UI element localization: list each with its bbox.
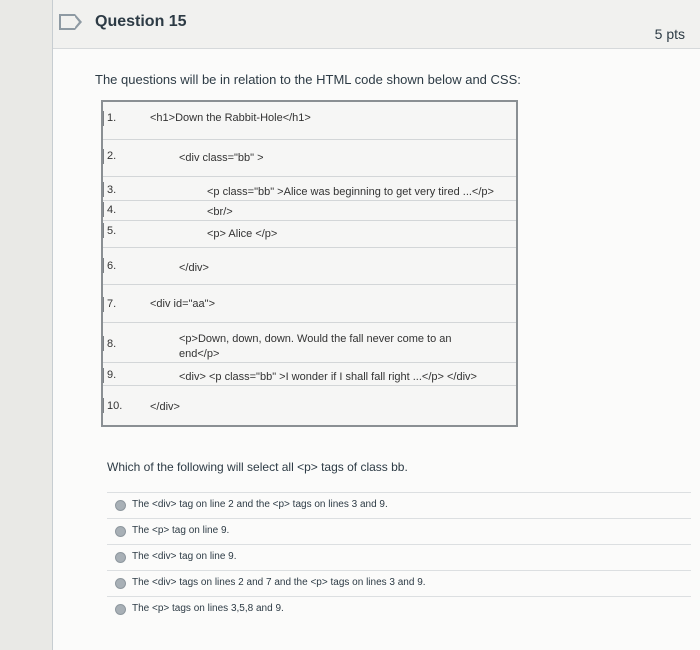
code-line-text: <div> <p class="bb" >I wonder if I shall fall right ...</p> </div>	[179, 371, 477, 383]
code-divider	[103, 247, 516, 248]
code-table	[101, 100, 518, 427]
code-line-number: 7.	[107, 298, 117, 310]
radio-icon[interactable]	[115, 552, 126, 563]
question-prompt: Which of the following will select all <p> tags of class bb.	[107, 460, 408, 474]
code-line-number: 5.	[107, 225, 117, 237]
code-row-marker	[103, 182, 104, 197]
code-row-marker	[103, 149, 104, 164]
code-row-marker	[103, 336, 104, 351]
answer-label: The <p> tag on line 9.	[132, 525, 230, 536]
code-divider	[103, 385, 516, 386]
code-line-text: </div>	[179, 262, 209, 274]
code-line-number: 2.	[107, 150, 117, 162]
code-row-marker	[103, 111, 104, 126]
answer-label: The <p> tags on lines 3,5,8 and 9.	[132, 603, 284, 614]
answer-option[interactable]	[107, 570, 691, 597]
code-divider	[103, 200, 516, 201]
code-row-marker	[103, 297, 104, 312]
code-line-text: <p> Alice </p>	[207, 228, 278, 240]
question-intro: The questions will be in relation to the HTML code shown below and CSS:	[95, 72, 521, 87]
code-line-number: 8.	[107, 338, 117, 350]
code-line-number: 1.	[107, 112, 117, 124]
radio-icon[interactable]	[115, 578, 126, 589]
code-row-marker	[103, 368, 104, 383]
answer-label: The <div> tag on line 9.	[132, 551, 237, 562]
code-line-text: <div id="aa">	[150, 298, 215, 310]
code-row-marker	[103, 258, 104, 273]
code-line-text: </div>	[150, 401, 180, 413]
answer-option[interactable]	[107, 596, 691, 623]
code-line-text: <br/>	[207, 206, 233, 218]
code-line-text: <p>Down, down, down. Would the fall never come to an end</p>	[179, 333, 452, 360]
answer-option[interactable]	[107, 518, 691, 545]
code-line-number: 9.	[107, 369, 117, 381]
question-title: Question 15	[95, 13, 187, 30]
code-line-text: <div class="bb" >	[179, 152, 264, 164]
code-row-marker	[103, 202, 104, 217]
code-row-marker	[103, 398, 104, 413]
question-header	[53, 0, 700, 49]
code-line-text: <p class="bb" >Alice was beginning to get very tired ...</p>	[207, 186, 494, 198]
code-line-number: 4.	[107, 204, 117, 216]
question-points: 5 pts	[654, 26, 685, 42]
code-divider	[103, 176, 516, 177]
code-divider	[103, 284, 516, 285]
question-card	[52, 0, 700, 650]
code-row-marker	[103, 223, 104, 238]
answer-label: The <div> tags on lines 2 and 7 and the <p> tags on lines 3 and 9.	[132, 577, 426, 588]
code-divider	[103, 322, 516, 323]
code-line-number: 6.	[107, 260, 117, 272]
code-line-number: 3.	[107, 184, 117, 196]
answer-label: The <div> tag on line 2 and the <p> tags on lines 3 and 9.	[132, 499, 388, 510]
answer-option[interactable]	[107, 492, 691, 519]
answer-option[interactable]	[107, 544, 691, 571]
code-divider	[103, 220, 516, 221]
radio-icon[interactable]	[115, 604, 126, 615]
code-line-text: <h1>Down the Rabbit-Hole</h1>	[150, 112, 311, 124]
radio-icon[interactable]	[115, 500, 126, 511]
code-divider	[103, 362, 516, 363]
radio-icon[interactable]	[115, 526, 126, 537]
flag-icon[interactable]	[59, 14, 75, 30]
code-divider	[103, 139, 516, 140]
code-line-number: 10.	[107, 400, 123, 412]
